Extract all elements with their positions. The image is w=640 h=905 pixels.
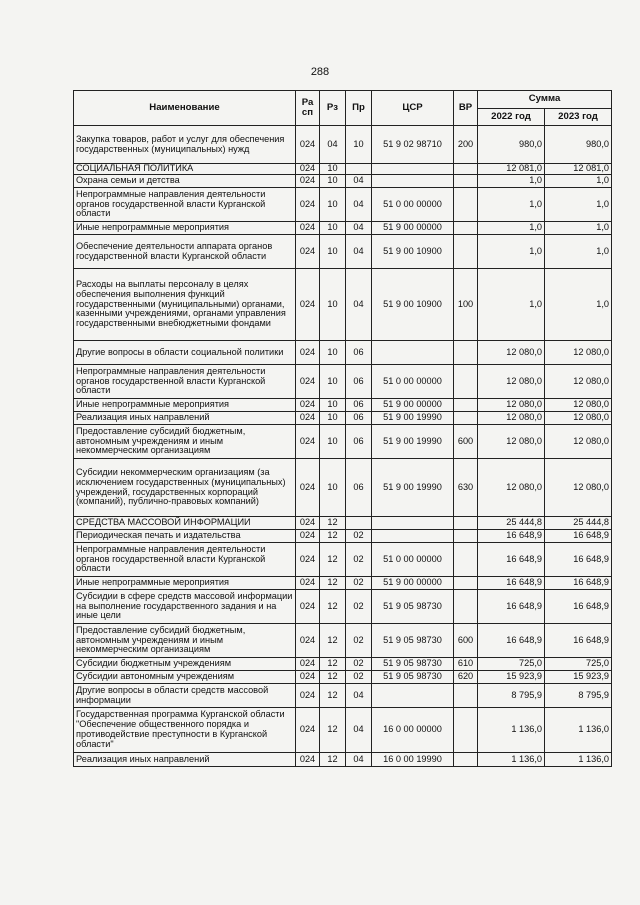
row-csr: 51 9 05 98730 — [372, 624, 454, 658]
row-csr: 51 9 05 98730 — [372, 671, 454, 684]
row-rasp: 024 — [296, 425, 320, 459]
row-sum-2022: 12 081,0 — [478, 164, 545, 175]
table-row — [74, 222, 612, 235]
row-rz: 12 — [320, 684, 346, 708]
table-row — [74, 517, 612, 530]
row-rz: 04 — [320, 126, 346, 164]
row-rz: 10 — [320, 459, 346, 517]
row-csr: 16 0 00 19990 — [372, 753, 454, 767]
row-rz: 12 — [320, 530, 346, 543]
row-vr — [454, 543, 478, 577]
row-name: Реализация иных направлений — [74, 753, 296, 767]
row-rz: 10 — [320, 175, 346, 188]
row-pr: 04 — [346, 235, 372, 269]
row-pr: 04 — [346, 222, 372, 235]
row-rz: 12 — [320, 624, 346, 658]
row-csr: 51 9 00 00000 — [372, 222, 454, 235]
row-pr: 02 — [346, 590, 372, 624]
row-sum-2022: 12 080,0 — [478, 459, 545, 517]
row-name: Предоставление субсидий бюджетным, автономным учреждениям и иным некоммерческим организациям — [74, 425, 296, 459]
table-row — [74, 365, 612, 399]
row-rasp: 024 — [296, 459, 320, 517]
row-sum-2022: 16 648,9 — [478, 624, 545, 658]
row-name: Непрограммные направления деятельности органов государственной власти Курганской области — [74, 365, 296, 399]
row-name: Государственная программа Курганской области "Обеспечение общественного порядка и противодействие преступности в Курганской области" — [74, 708, 296, 753]
row-name: Субсидии автономным учреждениям — [74, 671, 296, 684]
row-name: Другие вопросы в области социальной политики — [74, 341, 296, 365]
row-pr: 06 — [346, 459, 372, 517]
table-row — [74, 753, 612, 767]
row-vr — [454, 708, 478, 753]
header-vr: ВР — [454, 91, 478, 126]
row-sum-2023: 1,0 — [545, 269, 612, 341]
row-name: Охрана семьи и детства — [74, 175, 296, 188]
row-rz: 10 — [320, 222, 346, 235]
row-csr: 51 9 00 19990 — [372, 412, 454, 425]
row-sum-2022: 12 080,0 — [478, 412, 545, 425]
row-sum-2023: 16 648,9 — [545, 624, 612, 658]
row-sum-2022: 1,0 — [478, 175, 545, 188]
row-pr: 04 — [346, 708, 372, 753]
row-name: Расходы на выплаты персоналу в целях обеспечения выполнения функций государственными (муниципальными) органами, казенными учреждениями, органами управления государственными внебюджетными фондами — [74, 269, 296, 341]
row-rasp: 024 — [296, 753, 320, 767]
row-rasp: 024 — [296, 126, 320, 164]
row-pr: 02 — [346, 671, 372, 684]
budget-table — [73, 90, 612, 767]
row-pr: 04 — [346, 753, 372, 767]
row-sum-2022: 16 648,9 — [478, 530, 545, 543]
row-sum-2022: 12 080,0 — [478, 399, 545, 412]
row-sum-2023: 16 648,9 — [545, 590, 612, 624]
row-name: Реализация иных направлений — [74, 412, 296, 425]
row-pr: 06 — [346, 412, 372, 425]
row-sum-2022: 12 080,0 — [478, 365, 545, 399]
row-sum-2022: 1 136,0 — [478, 753, 545, 767]
row-sum-2023: 980,0 — [545, 126, 612, 164]
row-rz: 10 — [320, 365, 346, 399]
row-sum-2022: 16 648,9 — [478, 543, 545, 577]
row-sum-2022: 25 444,8 — [478, 517, 545, 530]
table-row — [74, 530, 612, 543]
row-csr — [372, 164, 454, 175]
row-csr: 51 9 00 00000 — [372, 399, 454, 412]
table-row — [74, 188, 612, 222]
row-sum-2023: 16 648,9 — [545, 543, 612, 577]
row-pr: 10 — [346, 126, 372, 164]
row-rz: 10 — [320, 188, 346, 222]
row-rasp: 024 — [296, 235, 320, 269]
row-csr: 51 9 00 10900 — [372, 235, 454, 269]
row-sum-2022: 980,0 — [478, 126, 545, 164]
row-sum-2022: 8 795,9 — [478, 684, 545, 708]
row-vr: 600 — [454, 425, 478, 459]
row-rasp: 024 — [296, 658, 320, 671]
row-rz: 10 — [320, 425, 346, 459]
row-sum-2022: 1,0 — [478, 235, 545, 269]
row-sum-2022: 16 648,9 — [478, 590, 545, 624]
row-rasp: 024 — [296, 188, 320, 222]
row-sum-2022: 15 923,9 — [478, 671, 545, 684]
row-csr: 51 9 00 19990 — [372, 425, 454, 459]
row-vr — [454, 222, 478, 235]
row-sum-2023: 12 080,0 — [545, 425, 612, 459]
row-rz: 12 — [320, 517, 346, 530]
row-pr: 04 — [346, 175, 372, 188]
row-rasp: 024 — [296, 175, 320, 188]
row-csr: 51 9 02 98710 — [372, 126, 454, 164]
row-vr: 630 — [454, 459, 478, 517]
row-name: Закупка товаров, работ и услуг для обеспечения государственных (муниципальных) нужд — [74, 126, 296, 164]
row-pr: 04 — [346, 188, 372, 222]
row-name: СРЕДСТВА МАССОВОЙ ИНФОРМАЦИИ — [74, 517, 296, 530]
table-row — [74, 459, 612, 517]
row-csr: 51 9 00 00000 — [372, 577, 454, 590]
row-rz: 12 — [320, 708, 346, 753]
row-vr — [454, 235, 478, 269]
row-name: Субсидии бюджетным учреждениям — [74, 658, 296, 671]
row-pr — [346, 517, 372, 530]
row-vr — [454, 175, 478, 188]
row-vr — [454, 341, 478, 365]
row-rz: 12 — [320, 590, 346, 624]
row-name: Иные непрограммные мероприятия — [74, 222, 296, 235]
row-pr: 02 — [346, 658, 372, 671]
row-sum-2022: 12 080,0 — [478, 425, 545, 459]
row-csr: 51 9 00 10900 — [372, 269, 454, 341]
header-rasp: Ра сп — [296, 91, 320, 126]
row-name: Непрограммные направления деятельности органов государственной власти Курганской области — [74, 543, 296, 577]
row-vr — [454, 684, 478, 708]
row-csr — [372, 530, 454, 543]
row-rz: 10 — [320, 269, 346, 341]
row-sum-2022: 16 648,9 — [478, 577, 545, 590]
header-year-2022: 2022 год — [478, 109, 545, 126]
row-vr — [454, 365, 478, 399]
header-pr: Пр — [346, 91, 372, 126]
row-pr: 02 — [346, 530, 372, 543]
row-sum-2023: 1,0 — [545, 235, 612, 269]
row-rasp: 024 — [296, 708, 320, 753]
row-rasp: 024 — [296, 365, 320, 399]
row-rasp: 024 — [296, 222, 320, 235]
row-sum-2022: 1,0 — [478, 188, 545, 222]
row-vr: 100 — [454, 269, 478, 341]
row-rz: 12 — [320, 753, 346, 767]
row-vr — [454, 399, 478, 412]
header-year-2023: 2023 год — [545, 109, 612, 126]
row-vr: 620 — [454, 671, 478, 684]
row-csr — [372, 341, 454, 365]
table-row — [74, 671, 612, 684]
header-csr: ЦСР — [372, 91, 454, 126]
row-sum-2023: 1,0 — [545, 175, 612, 188]
row-rz: 10 — [320, 164, 346, 175]
row-pr: 02 — [346, 577, 372, 590]
row-vr — [454, 188, 478, 222]
row-rasp: 024 — [296, 543, 320, 577]
row-sum-2023: 1 136,0 — [545, 708, 612, 753]
row-name: Другие вопросы в области средств массовой информации — [74, 684, 296, 708]
row-rasp: 024 — [296, 577, 320, 590]
row-csr: 51 9 00 19990 — [372, 459, 454, 517]
row-pr: 06 — [346, 341, 372, 365]
row-sum-2022: 1,0 — [478, 269, 545, 341]
row-csr: 51 9 05 98730 — [372, 590, 454, 624]
row-rasp: 024 — [296, 517, 320, 530]
row-pr: 04 — [346, 269, 372, 341]
table-row — [74, 164, 612, 175]
row-sum-2022: 12 080,0 — [478, 341, 545, 365]
row-rasp: 024 — [296, 624, 320, 658]
row-sum-2022: 725,0 — [478, 658, 545, 671]
row-rz: 12 — [320, 658, 346, 671]
table-row — [74, 269, 612, 341]
row-sum-2023: 12 080,0 — [545, 365, 612, 399]
row-vr — [454, 577, 478, 590]
row-name: СОЦИАЛЬНАЯ ПОЛИТИКА — [74, 164, 296, 175]
row-rasp: 024 — [296, 341, 320, 365]
row-vr — [454, 590, 478, 624]
row-sum-2023: 1,0 — [545, 188, 612, 222]
row-name: Субсидии в сфере средств массовой информации на выполнение государственного задания и на иные цели — [74, 590, 296, 624]
row-sum-2023: 12 080,0 — [545, 341, 612, 365]
table-row — [74, 590, 612, 624]
row-rasp: 024 — [296, 671, 320, 684]
row-rasp: 024 — [296, 590, 320, 624]
row-rasp: 024 — [296, 269, 320, 341]
row-pr: 04 — [346, 684, 372, 708]
header-name: Наименование — [74, 91, 296, 126]
table-row — [74, 412, 612, 425]
row-rasp: 024 — [296, 684, 320, 708]
row-vr: 600 — [454, 624, 478, 658]
row-pr: 06 — [346, 425, 372, 459]
row-csr: 51 0 00 00000 — [372, 543, 454, 577]
row-csr: 51 0 00 00000 — [372, 188, 454, 222]
table-row — [74, 235, 612, 269]
row-name: Иные непрограммные мероприятия — [74, 577, 296, 590]
row-sum-2023: 16 648,9 — [545, 530, 612, 543]
row-pr: 02 — [346, 624, 372, 658]
table-row — [74, 126, 612, 164]
row-csr: 51 0 00 00000 — [372, 365, 454, 399]
row-rz: 10 — [320, 399, 346, 412]
header-rz: Рз — [320, 91, 346, 126]
row-name: Периодическая печать и издательства — [74, 530, 296, 543]
row-name: Непрограммные направления деятельности органов государственной власти Курганской области — [74, 188, 296, 222]
row-csr — [372, 175, 454, 188]
row-sum-2022: 1 136,0 — [478, 708, 545, 753]
row-pr: 06 — [346, 399, 372, 412]
row-sum-2023: 25 444,8 — [545, 517, 612, 530]
row-rz: 12 — [320, 543, 346, 577]
table-row — [74, 684, 612, 708]
row-rasp: 024 — [296, 530, 320, 543]
row-name: Обеспечение деятельности аппарата органов государственной власти Курганской области — [74, 235, 296, 269]
row-name: Субсидии некоммерческим организациям (за исключением государственных (муниципальных) учреждений, государственных корпораций (компаний), публично-правовых компаний) — [74, 459, 296, 517]
row-vr: 200 — [454, 126, 478, 164]
row-csr — [372, 684, 454, 708]
table-row — [74, 543, 612, 577]
table-row — [74, 341, 612, 365]
row-rasp: 024 — [296, 164, 320, 175]
row-rz: 12 — [320, 577, 346, 590]
row-vr — [454, 753, 478, 767]
table-row — [74, 708, 612, 753]
row-name: Предоставление субсидий бюджетным, автономным учреждениям и иным некоммерческим организациям — [74, 624, 296, 658]
table-row — [74, 658, 612, 671]
row-sum-2023: 12 081,0 — [545, 164, 612, 175]
row-rasp: 024 — [296, 399, 320, 412]
row-sum-2022: 1,0 — [478, 222, 545, 235]
row-sum-2023: 8 795,9 — [545, 684, 612, 708]
row-sum-2023: 15 923,9 — [545, 671, 612, 684]
row-sum-2023: 1,0 — [545, 222, 612, 235]
header-sum: Сумма — [478, 91, 612, 109]
row-sum-2023: 12 080,0 — [545, 399, 612, 412]
row-rz: 10 — [320, 412, 346, 425]
row-pr — [346, 164, 372, 175]
row-rz: 10 — [320, 341, 346, 365]
row-vr — [454, 164, 478, 175]
row-csr — [372, 517, 454, 530]
table-row — [74, 425, 612, 459]
row-vr — [454, 517, 478, 530]
row-vr — [454, 530, 478, 543]
table-row — [74, 399, 612, 412]
row-sum-2023: 725,0 — [545, 658, 612, 671]
row-csr: 16 0 00 00000 — [372, 708, 454, 753]
row-sum-2023: 12 080,0 — [545, 459, 612, 517]
row-pr: 02 — [346, 543, 372, 577]
page-number: 288 — [310, 66, 330, 78]
row-sum-2023: 12 080,0 — [545, 412, 612, 425]
row-sum-2023: 1 136,0 — [545, 753, 612, 767]
row-csr: 51 9 05 98730 — [372, 658, 454, 671]
row-vr: 610 — [454, 658, 478, 671]
row-rz: 12 — [320, 671, 346, 684]
row-name: Иные непрограммные мероприятия — [74, 399, 296, 412]
row-pr: 06 — [346, 365, 372, 399]
row-vr — [454, 412, 478, 425]
row-rasp: 024 — [296, 412, 320, 425]
table-row — [74, 624, 612, 658]
row-rz: 10 — [320, 235, 346, 269]
row-sum-2023: 16 648,9 — [545, 577, 612, 590]
table-row — [74, 175, 612, 188]
table-row — [74, 577, 612, 590]
